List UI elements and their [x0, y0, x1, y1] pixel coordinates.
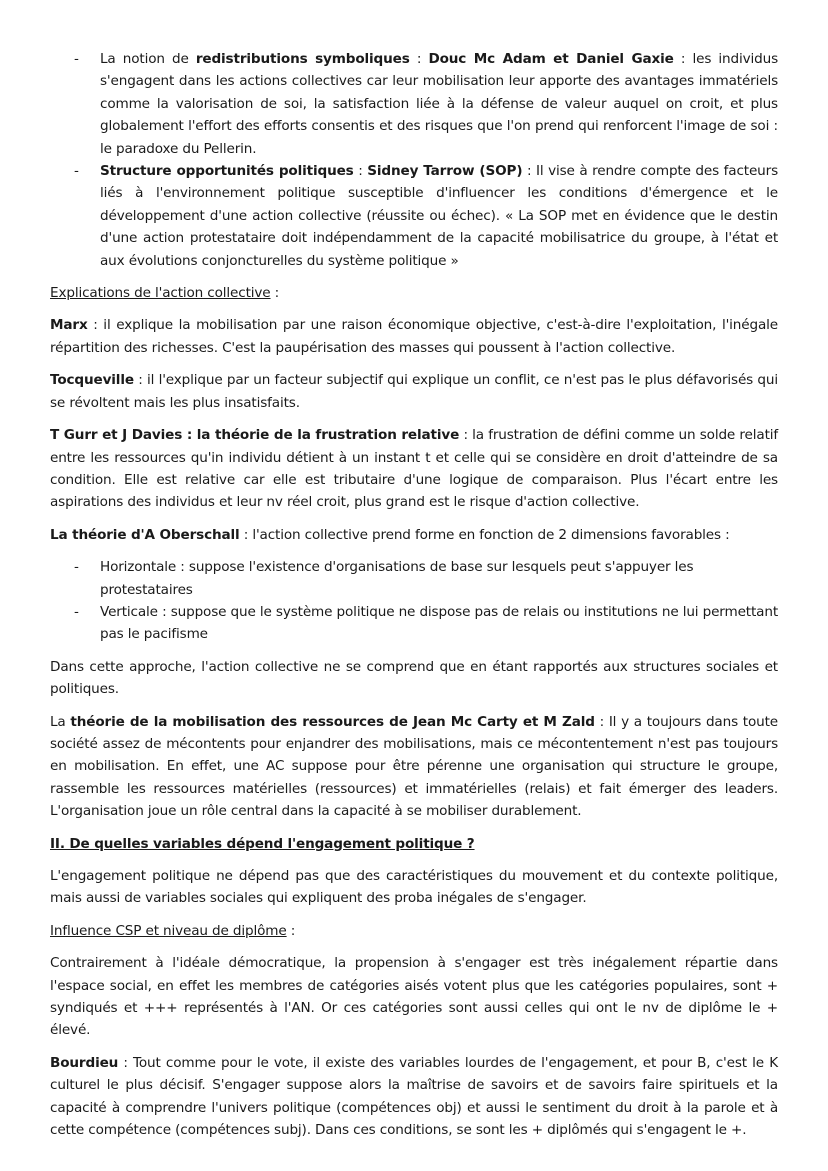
list-bullet: - [74, 559, 79, 576]
theory-name: la théorie de la frustration relative [196, 427, 460, 444]
oberschall-list [50, 556, 778, 646]
section-heading [50, 833, 778, 855]
paragraph-tocqueville [50, 369, 778, 414]
text-run: : la frustration de défini comme un solde relatif entre les ressources qu'in individu détient à un instant t et celle qui se considère en droit d'atteindre de sa condition. Elle est relative car elle est tributaire d'une logique de comparaison. Plus l'écart entre les aspirations des individus et leur nv réel croit, plus grand est le risque d'action collective. [50, 427, 779, 511]
text-run: : [270, 285, 280, 302]
list-item [50, 160, 778, 272]
author-names: Douc Mc Adam et Daniel Gaxie [428, 51, 674, 67]
subheading-influence [50, 920, 778, 942]
paragraph-marx [50, 314, 778, 359]
text-run: : [353, 163, 368, 180]
author-name: Tocqueville [50, 372, 134, 389]
paragraph-gurr [50, 424, 778, 514]
paragraph-contrairement: Contrairement à l'idéale démocratique, la propension à s'engager est très inégalement répartie dans l'espace social, en effet les membres de catégories aisés votent plus que les catégories populaires, sont + syndiqués et +++ représentés à l'AN. Or ces catégories sont aussi celles qui ont le nv de diplôme le + élevé. [50, 955, 778, 1039]
paragraph-oberschall [50, 524, 778, 546]
paragraph-section2-intro: L'engagement politique ne dépend pas que des caractéristiques du mouvement et du contexte politique, mais aussi de variables sociales qui expliquent des proba inégales de s'engager. [50, 868, 778, 907]
term-redistributions-symboliques: redistributions symboliques [195, 51, 410, 67]
list-item [50, 601, 778, 646]
list-item-text [100, 160, 778, 272]
theory-name: théorie de la mobilisation des ressources de Jean Mc Carty et M Zald [70, 713, 595, 730]
text-run: : Il vise à rendre compte des facteurs liés à l'environnement politique susceptible d'influencer les conditions d'émergence et le développement d'une action collective (réussite ou échec). « La SOP met en évidence que le destin d'une action protestataire doit indépendamment de la capacité mobilisatrice du groupe, à l'état et aux évolutions conjoncturelles du système politique » [100, 163, 778, 269]
text-run: : Tout comme pour le vote, il existe des variables lourdes de l'engagement, et pour B, c'est le K culturel le plus décisif. S'engager suppose alors la maîtrise de savoirs et de savoirs faire spirituels et la capacité à comprendre l'univers politique (compétences obj) et aussi le sentiment du droit à la parole et à cette compétence (compétences subj). Dans ces conditions, se sont les + diplômés qui s'engagent le +. [50, 1054, 778, 1139]
author-name: Marx [50, 317, 88, 334]
term-sop: Structure opportunités politiques [100, 163, 354, 180]
list-item-text [100, 48, 778, 160]
list-bullet: - [74, 51, 79, 67]
author-name: T Gurr et J Davies [50, 427, 183, 444]
text-run: : Il y a toujours dans toute société assez de mécontents pour enjandrer des mobilisations, mais ce mécontentement n'est pas toujours en mobilisation. En effet, une AC suppose pour être pérenne une organisation qui structure le groupe, rassemble les ressources matérielles (ressources) et immatérielles (relais) et fait émerger des leaders. L'organisation joue un rôle central dans la capacité à se mobiliser durablement. [50, 713, 778, 820]
text-run: La [50, 713, 71, 730]
list-item [50, 556, 778, 601]
theory-name: La théorie d'A Oberschall [50, 526, 240, 543]
subheading-text: Explications de l'action collective [50, 285, 271, 302]
text-run: : il l'explique par un facteur subjectif qui explique un conflit, ce n'est pas le plus défavorisés qui se révoltent mais les plus insatisfaits. [50, 372, 778, 411]
subheading-text: Influence CSP et niveau de diplôme [50, 922, 287, 939]
text-run: : les individus s'engagent dans les actions collectives car leur mobilisation leur apporte des avantages immatériels comme la valorisation de soi, la satisfaction liée à la défense de valeur auquel on croit, et plus globalement l'effort des efforts consentis et des risques que l'on prend qui renforcent l'image de soi : le paradoxe du Pellerin. [100, 51, 778, 157]
author-names: Sidney Tarrow (SOP) [367, 163, 523, 180]
text-run: : [182, 427, 197, 444]
text-run: : l'action collective prend forme en fonction de 2 dimensions favorables : [239, 526, 730, 543]
text-run: : [286, 922, 296, 939]
section-heading-text: II. De quelles variables dépend l'engagement politique ? [50, 835, 475, 852]
paragraph-approche: Dans cette approche, l'action collective ne se comprend que en étant rapportés aux structures sociales et politiques. [50, 658, 778, 698]
list-item [50, 48, 778, 160]
subheading-explications [50, 282, 778, 304]
paragraph-mobilisation [50, 711, 778, 823]
list-item-text: Horizontale : suppose l'existence d'organisations de base sur lesquels peut s'appuyer les protestataires [100, 559, 694, 598]
paragraph-bourdieu [50, 1052, 778, 1142]
list-bullet: - [74, 163, 79, 180]
author-name: Bourdieu [50, 1054, 119, 1071]
document-page [50, 48, 778, 1151]
intro-list [50, 48, 778, 272]
text-run: : il explique la mobilisation par une raison économique objective, c'est-à-dire l'exploitation, l'inégale répartition des richesses. C'est la paupérisation des masses qui poussent à l'action collective. [50, 317, 778, 356]
list-bullet: - [74, 603, 79, 620]
list-item-text: Verticale : suppose que le système politique ne dispose pas de relais ou institutions ne lui permettant pas le pacifisme [100, 603, 778, 643]
text-run: : [409, 51, 429, 67]
text-run: La notion de [100, 51, 196, 67]
